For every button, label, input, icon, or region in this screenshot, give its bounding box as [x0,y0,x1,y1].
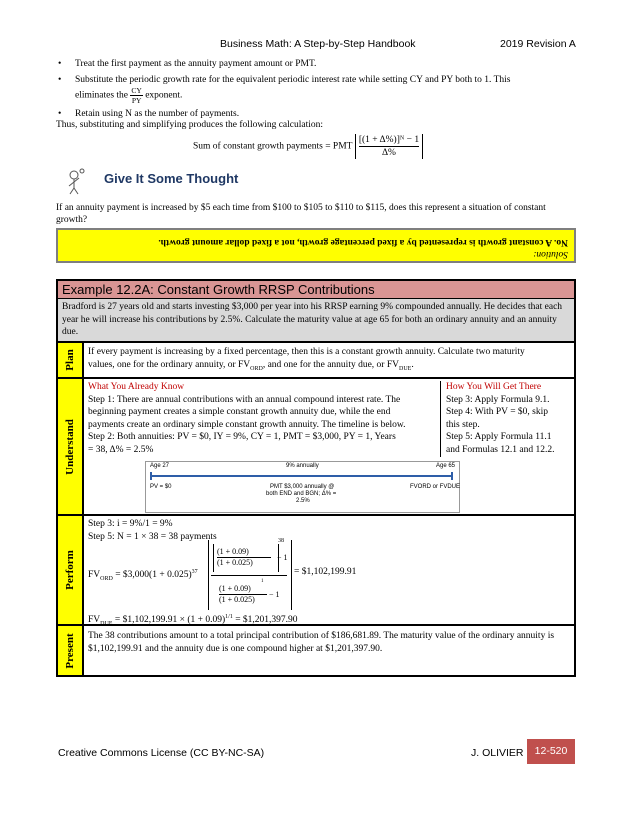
perform-row [58,516,574,626]
page-number: 12-520 [534,745,568,757]
thinker-icon [60,166,90,196]
solution-box [56,228,576,263]
plan-label: Plan [58,343,84,377]
thought-question: If an annuity payment is increased by $5 each time from $100 to $105 to $110 to $115, does this represent a situation of constant growth? [56,203,546,225]
fvord-result: = $1,102,199.91 [294,567,357,577]
present-label: Present [58,626,84,675]
timeline-line [150,475,453,477]
footer-license: Creative Commons License (CC BY-NC-SA) [58,747,265,759]
header-revision: 2019 Revision A [500,38,576,50]
solution-text: No. A constant growth is represented by a fixed percentage growth, not a fixed dollar amount growth. [158,237,568,247]
example-box [56,279,576,677]
example-intro: Bradford is 27 years old and starts investing $3,000 per year into his RRSP earning 9% compounded annually. He decides that each year he will increase his contributions by 2.5%. Calculate the maturity value at age 65 for both an ordinary annuity and an annuity due. [58,299,574,343]
perform-step-3: Step 3: i = 9%/1 = 9% [88,519,173,529]
fvord-fraction: 38 (1 + 0.09) (1 + 0.025) − 1 (1 + 0.09) 1 (1 + 0.025) − 1 [208,540,292,610]
thus-line: Thus, substituting and simplifying produces the following calculation: [56,120,324,130]
fvdue-equation: $FV_{DUE}$ = $1,102,199.91 × $(1 + 0.09)^{1/1}$ = $1,201,397.90 [88,614,298,628]
fvord-equation: $FV_{ORD}$ = $3,000(1 + 0.025)$^{37}$ [88,569,198,583]
perform-step-5: Step 5: N = 1 × 38 = 38 payments [88,531,217,542]
example-title: Example 12.2A: Constant Growth RRSP Contributions [58,281,574,299]
present-row [58,626,574,675]
solution-label: Solution: [533,249,568,259]
understand-row [58,379,574,516]
already-know: What You Already Know Step 1: There are annual contributions with an annual compound interest rate. The beginning payment creates a simple constant growth annuity due, while the end payments create an ordinary simple constant growth annuity. The timeline is below. Step 2: Both annuities: PV = $0, IY = 9%, CY = 1, PMT = $3,000, PY = 1, Years = 38, Δ% = 2.5% [88,381,441,457]
page-number-badge [527,739,575,764]
plan-text: If every payment is increasing by a fixed percentage, then this is a constant growth annuity. Calculate two maturity values, one for the ordinary annuity, or $FV_{ORD}$, and one for the annuity due, or $FV_{DUE}$. [88,347,525,372]
growth-formula: Sum of constant growth payments = PMT $\frac{\text{[(1 + Δ\%)]ᴺ − 1}}{\Delta\%}$ [193,134,423,159]
timeline: Age 27 9% annually Age 65 PV = $0 FVORD or FVDUE PMT $3,000 annually @ both END and BGN; Δ% = 2.5% [145,461,460,513]
plan-row [58,343,574,379]
perform-label: Perform [58,516,84,624]
footer-author: J. OLIVIER [471,747,524,759]
bullet-2-continuation: eliminates the $\frac{CY}{PY}$ exponent. [75,86,183,105]
present-text: The 38 contributions amount to a total principal contribution of $186,681.89. The maturity value of the ordinary annuity is $1,102,199.91 and the annuity due is one compound higher at $1,201,397.90. [88,631,555,654]
thought-title: Give It Some Thought [104,171,239,186]
understand-label: Understand [58,379,84,514]
header-title: Business Math: A Step-by-Step Handbook [220,38,416,50]
will-heading: How You Will Get There [446,382,542,392]
will-get-there: How You Will Get There Step 3: Apply Formula 9.1. Step 4: With PV = $0, skip this step. Step 5: Apply Formula 11.1 and Formulas 12.1 and 12.2. [446,381,571,456]
know-heading: What You Already Know [88,382,185,392]
